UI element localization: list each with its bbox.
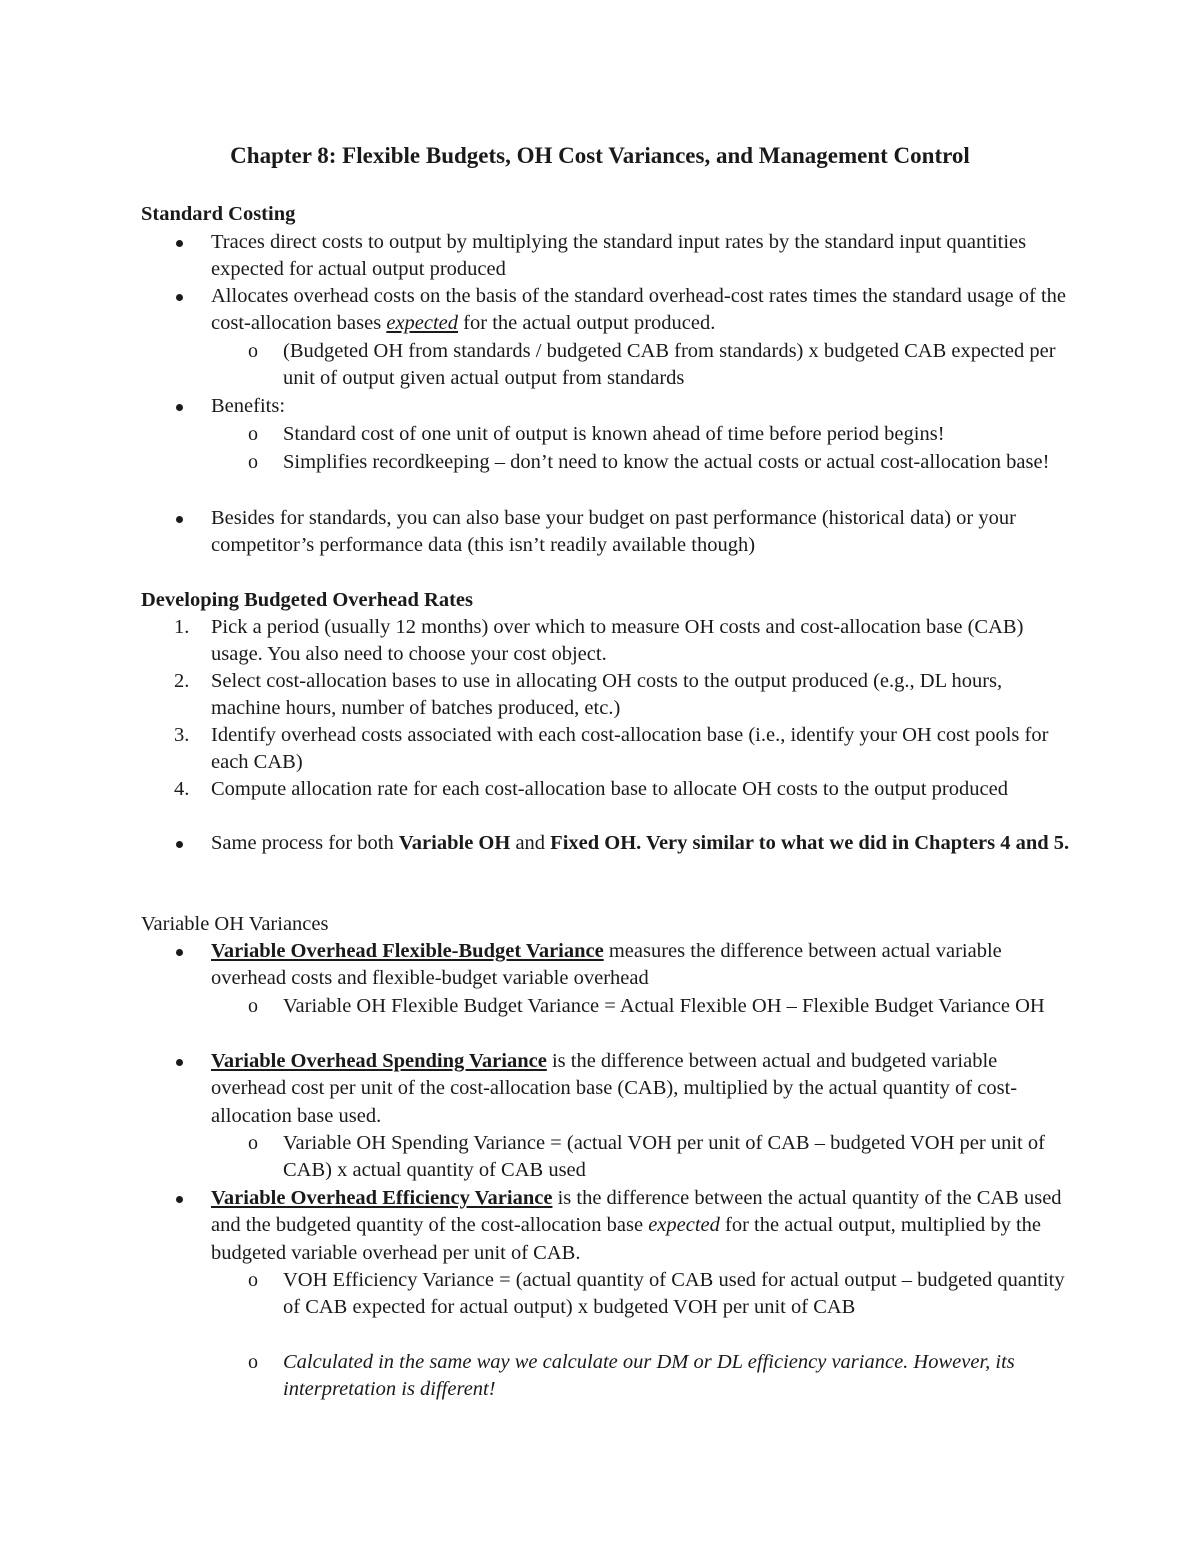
bullet-icon [174, 831, 186, 858]
text: Allocates overhead costs on the basis of the standard overhead-cost rates times the standard usage of the cost-allocation bases [211, 285, 1067, 335]
sub-list-item: Variable OH Flexible Budget Variance = Actual Flexible OH – Flexible Budget Variance OH [283, 995, 1045, 1017]
list-item [211, 938, 1071, 993]
bullet-icon [174, 1186, 186, 1213]
text: is the difference between the actual quantity of the CAB used and the budgeted quantity of the cost-allocation base [211, 1187, 1062, 1237]
emphasis: expected [386, 312, 459, 335]
list-item: Traces direct costs to output by multiplying the standard input rates by the standard input quantities expected for actual output produced [211, 231, 1027, 281]
sub-bullet-icon: o [248, 1132, 258, 1154]
bullet-icon [174, 506, 186, 533]
sub-bullet-icon: o [248, 340, 258, 362]
emphasis: expected [648, 1214, 720, 1237]
text: measures the difference between actual variable overhead costs and flexible-budget variable overhead [211, 940, 1002, 990]
bold-text: Variable OH [398, 832, 511, 854]
numbered-item: Identify overhead costs associated with each cost-allocation base (i.e., identify your OH cost pools for each CAB) [211, 724, 1049, 774]
sub-list-item: Variable OH Spending Variance = (actual VOH per unit of CAB – budgeted VOH per unit of CAB) x actual quantity of CAB used [283, 1132, 1045, 1182]
numbered-item: Select cost-allocation bases to use in allocating OH costs to the output produced (e.g., DL hours, machine hours, number of batches produced, etc.) [211, 670, 1003, 720]
numbered-item: Pick a period (usually 12 months) over which to measure OH costs and cost-allocation base (CAB) usage. You also need to choose your cost object. [211, 616, 1024, 666]
list-item [211, 830, 1071, 857]
text: for the actual output produced. [458, 312, 716, 335]
list-item [211, 283, 1071, 338]
sub-list-item: Simplifies recordkeeping – don’t need to know the actual costs or actual cost-allocation base! [283, 451, 1050, 473]
sub-bullet-icon: o [248, 423, 258, 445]
page-title: Chapter 8: Flexible Budgets, OH Cost Variances, and Management Control [230, 143, 970, 168]
sub-bullet-icon: o [248, 451, 258, 473]
list-number: 2. [174, 670, 190, 692]
list-item [211, 1185, 1071, 1267]
section-heading-variable-oh-variances: Variable OH Variances [141, 913, 329, 935]
sub-list-item: VOH Efficiency Variance = (actual quantity of CAB used for actual output – budgeted quantity of CAB expected for actual output) x budgeted VOH per unit of CAB [283, 1269, 1065, 1319]
text: for the actual output, multiplied by the budgeted variable overhead per unit of CAB. [211, 1214, 1041, 1264]
bullet-icon [174, 1049, 186, 1076]
text: is the difference between actual and budgeted variable overhead cost per unit of the cost-allocation base (CAB), multiplied by the actual quantity of cost-allocation base used. [211, 1050, 1018, 1127]
sub-bullet-icon: o [248, 1269, 258, 1291]
bullet-icon [174, 230, 186, 257]
term: Variable Overhead Spending Variance [211, 1050, 547, 1072]
list-number: 4. [174, 778, 190, 800]
bold-text: Fixed OH. Very similar to what we did in Chapters 4 and 5. [550, 832, 1070, 854]
text: and [510, 832, 551, 854]
section-heading-standard-costing: Standard Costing [141, 203, 296, 225]
sub-bullet-icon: o [248, 995, 258, 1017]
sub-list-item: Calculated in the same way we calculate our DM or DL efficiency variance. However, its interpretation is different! [283, 1351, 1015, 1401]
list-number: 1. [174, 616, 190, 638]
bullet-icon [174, 394, 186, 421]
numbered-item: Compute allocation rate for each cost-allocation base to allocate OH costs to the output produced [211, 778, 1008, 800]
list-number: 3. [174, 724, 190, 746]
bullet-icon [174, 284, 186, 311]
list-item [211, 1048, 1071, 1130]
list-item: Besides for standards, you can also base your budget on past performance (historical data) or your competitor’s performance data (this isn’t readily available though) [211, 507, 1016, 557]
bullet-icon [174, 939, 186, 966]
sub-bullet-icon: o [248, 1351, 258, 1373]
text: Same process for both [211, 832, 399, 854]
section-heading-budgeted-overhead-rates: Developing Budgeted Overhead Rates [141, 589, 473, 611]
term: Variable Overhead Flexible-Budget Variance [211, 940, 604, 962]
sub-list-item: Standard cost of one unit of output is known ahead of time before period begins! [283, 423, 945, 445]
term: Variable Overhead Efficiency Variance [211, 1187, 553, 1209]
list-item: Benefits: [211, 395, 286, 417]
sub-list-item: (Budgeted OH from standards / budgeted CAB from standards) x budgeted CAB expected per unit of output given actual output from standards [283, 340, 1056, 390]
